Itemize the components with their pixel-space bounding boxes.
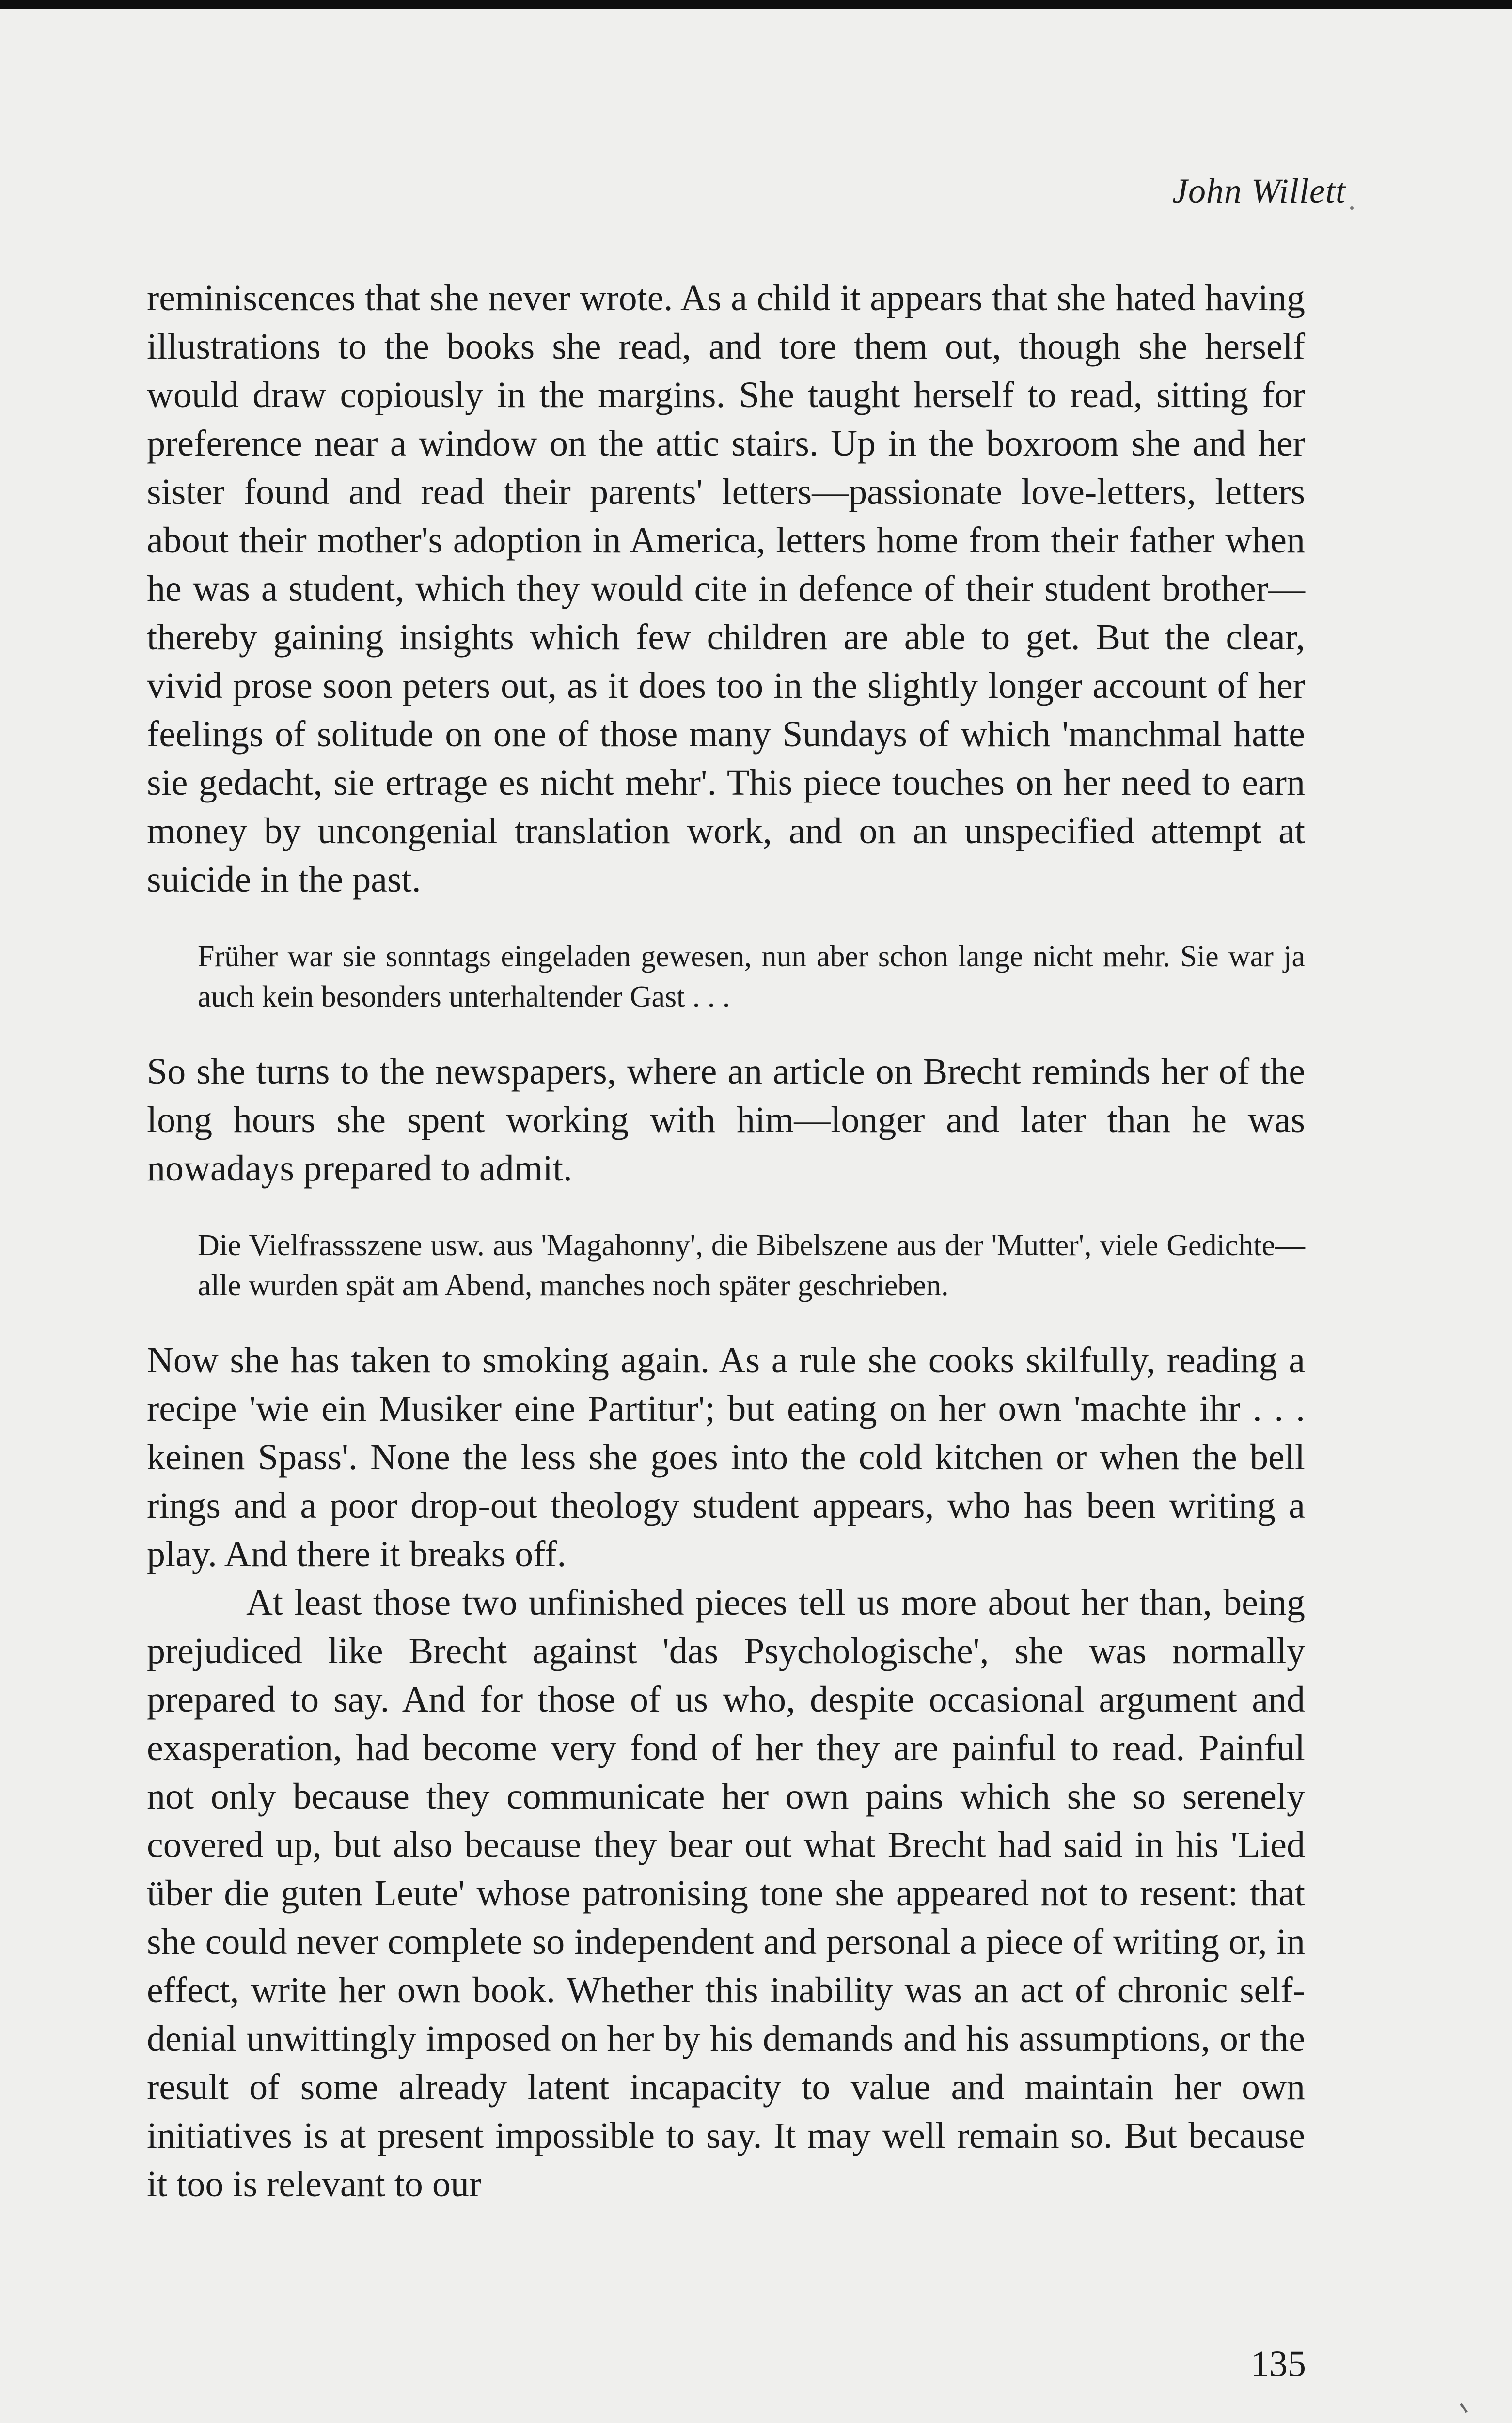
running-head: John Willett	[1172, 172, 1346, 210]
page-body	[147, 274, 1305, 2208]
page-number: 135	[1251, 2344, 1306, 2384]
speck-mark	[1350, 206, 1354, 210]
body-paragraph-3: Now she has taken to smoking again. As a rule she cooks skilfully, reading a recipe 'wie ein Musiker eine Partitur'; but eating on her own 'machte ihr . . . keinen Spass'. None the less she goes into the cold kitchen or when the bell rings and a poor drop-out theology student appears, who has been writing a play. And there it breaks off.	[147, 1340, 1305, 1574]
block-quote-2: Die Vielfrassszene usw. aus 'Magahonny', die Bibelszene aus der 'Mutter', viele Gedichte—alle wurden spät am Abend, manches noch später geschrieben.	[198, 1229, 1305, 1302]
pencil-tick-mark	[1460, 2403, 1468, 2413]
block-quote-1: Früher war sie sonntags eingeladen gewesen, nun aber schon lange nicht mehr. Sie war ja auch kein besonders unterhaltender Gast . . .	[198, 940, 1305, 1013]
body-paragraph-1: reminiscences that she never wrote. As a child it appears that she hated having illustrations to the books she read, and tore them out, though she herself would draw copiously in the margins. She taught herself to read, sitting for preference near a window on the attic stairs. Up in the boxroom she and her sister found and read their parents' letters—passionate love-letters, letters about their mother's adoption in America, letters home from their father when he was a student, which they would cite in defence of their student brother—thereby gaining insights which few children are able to get. But the clear, vivid prose soon peters out, as it does too in the slightly longer account of her feelings of solitude on one of those many Sundays of which 'manchmal hatte sie gedacht, sie ertrage es nicht mehr'. This piece touches on her need to earn money by uncongenial translation work, and on an unspecified attempt at suicide in the past.	[147, 278, 1305, 900]
top-edge-rule	[0, 0, 1512, 9]
body-paragraph-4: At least those two unfinished pieces tell us more about her than, being prejudiced like Brecht against 'das Psychologische', she was normally prepared to say. And for those of us who, despite occasional argument and exasperation, had become very fond of her they are painful to read. Painful not only because they communicate her own pains which she so serenely covered up, but also because they bear out what Brecht had said in his 'Lied über die guten Leute' whose patronising tone she appeared not to resent: that she could never complete so independent and personal a piece of writing or, in effect, write her own book. Whether this inability was an act of chronic self-denial unwittingly imposed on her by his demands and his assumptions, or the result of some already latent incapacity to value and maintain her own initiatives is at present impossible to say. It may well remain so. But because it too is relevant to our	[147, 1582, 1305, 2204]
body-paragraph-2: So she turns to the newspapers, where an article on Brecht reminds her of the long hours she spent working with him—longer and later than he was nowadays prepared to admit.	[147, 1051, 1305, 1189]
